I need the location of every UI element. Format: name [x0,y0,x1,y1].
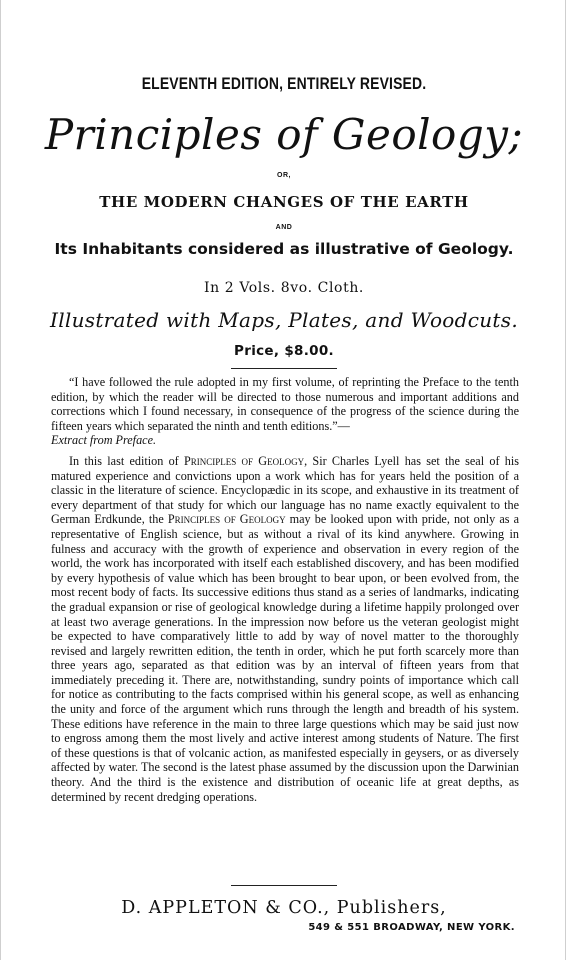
price: Price, $8.00. [234,343,334,359]
publisher-address: 549 & 551 BROADWAY, NEW YORK. [308,922,515,933]
review-text [51,375,519,804]
book-reference-2: Principles of Geology [167,512,286,527]
book-reference-1: Principles of Geology [184,453,305,468]
and-connector: AND [275,224,293,231]
book-title: Principles of Geology; [44,110,524,159]
edition-heading: ELEVENTH EDITION, ENTIRELY REVISED. [141,74,427,93]
volumes-format: In 2 Vols. 8vo. Cloth. [204,280,364,296]
review-text-a: In this last edition of [69,453,179,468]
illustration-note: Illustrated with Maps, Plates, and Woodcuts. [50,308,518,332]
publisher-name: D. APPLETON & CO., Publishers, [121,898,447,918]
divider-top [231,368,337,369]
divider-bottom [231,885,337,886]
book-subtitle: THE MODERN CHANGES OF THE EARTH [99,193,469,211]
subtitle-continuation: Its Inhabitants considered as illustrative of Geology. [54,240,514,258]
preface-quote-text: “I have followed the rule adopted in my first volume, of reprinting the Preface to the tenth edition, by which the reader will be directed to those numerous and important additions and corrections which I found necessary, in consequence of the progress of the science during the fifteen years which separated the ninth and tenth editions.”— [51,375,519,433]
preface-quote [51,375,519,448]
preface-quote-source: Extract from Preface. [51,433,157,448]
review-paragraph [51,454,519,804]
review-text-c: may be looked upon with pride, not only as a representative of English science, but as without a rival of its kind anywhere. Growing in fulness and accuracy with the growth of experience and observation in every region of the world, the work has incorporated with itself each established discovery, and has been modified by every hypothesis of value which has been brought to bear upon, or been evolved from, the most recent body of facts. Its successive editions thus stand as a series of landmarks, indicating the gradual expansion or rise of geological knowledge during a lifetime happily prolonged over at least two average generations. In the impression now before us the veteran geologist might be expected to have comparatively little to add by way of novel matter to the thoroughly revised and largely rewritten edition, the tenth in order, which he put forth scarcely more than three years ago, separated as that edition was by an interval of fifteen years from that immediately preceding it. There are, notwithstanding, sundry points of importance which call for notice as contributing to the facts comprised within his general scope, as well as enhancing the unity and force of the argument which runs through the length and breadth of his system. These editions have reference in the main to three large questions which may be said just now to engross among them the most lively and active interest among students of Nature. The first of these questions is that of volcanic action, as manifested especially in geysers, or as diversely affected by water. The second is the latest phase assumed by the discussion upon the Darwinian theory. And the third is the existence and distribution of oceanic life at great depths, as determined by recent dredging operations. [51,512,520,804]
review-text-b: , Sir Charles Lyell has set the seal of his matured experience and convictions upon a work which has for years held the position of a classic in the literature of science. Encyclopædic in its scope, and exhaustive in its treatment of every department of that study for which our language has no name exactly equivalent to the German Erdkunde, the [51,453,519,527]
or-connector: OR, [277,172,291,179]
